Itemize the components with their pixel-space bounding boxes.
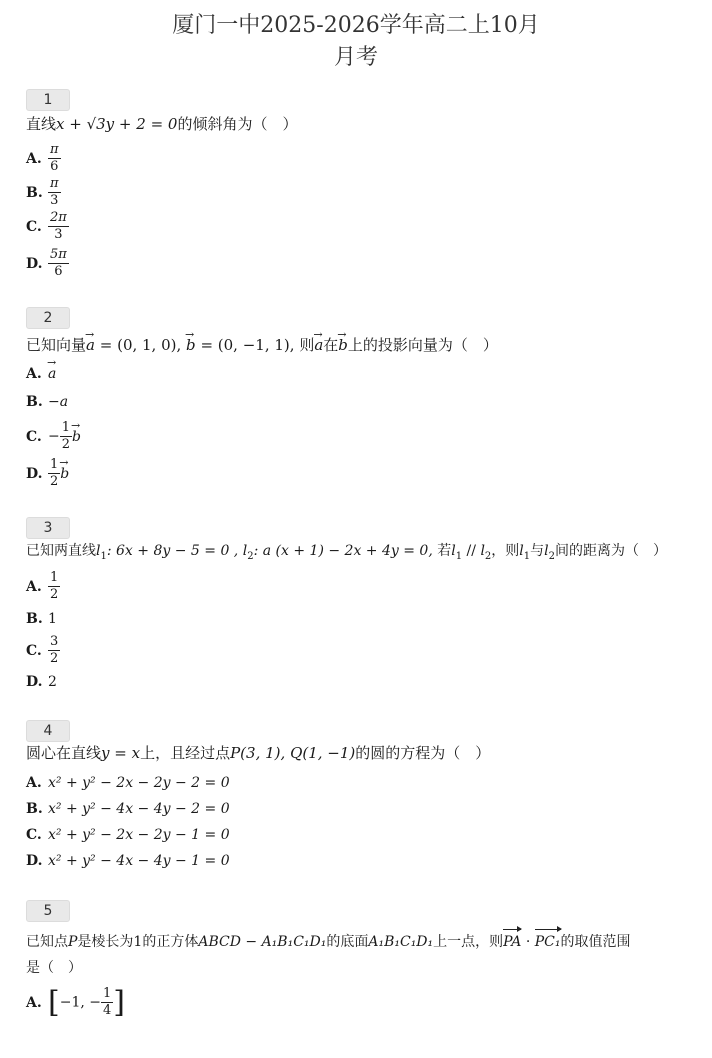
question-number-badge: 3 — [26, 517, 70, 539]
stem-math: = (0, −1, 1), — [200, 336, 295, 354]
right-bracket: ] — [113, 985, 125, 1020]
fraction-numerator: 5π — [50, 247, 67, 262]
option-label: C. — [26, 218, 42, 235]
stem-text: 间的距离为（ ） — [555, 543, 668, 559]
option-label: D. — [26, 853, 43, 869]
option-a[interactable] — [26, 570, 60, 603]
stem-text: 则 — [505, 543, 520, 559]
fraction-numerator: 2π — [50, 210, 67, 225]
stem-math: P — [68, 934, 78, 950]
stem-math: : a (x + 1) − 2x + 4y = 0, — [253, 543, 433, 559]
stem-text: 若 — [437, 543, 452, 559]
fraction-denominator: 2 — [61, 437, 71, 452]
question-stem — [26, 932, 631, 952]
option-d[interactable] — [26, 674, 57, 690]
fraction-numerator: π — [50, 176, 59, 191]
option-label: A. — [26, 366, 42, 382]
option-a[interactable] — [26, 142, 61, 175]
option-b[interactable] — [26, 611, 57, 627]
fraction-denominator: 6 — [50, 159, 59, 174]
option-value: → a — [48, 366, 56, 382]
stem-math: ABCD − A₁B₁C₁D₁ — [198, 934, 327, 950]
option-label: D. — [26, 465, 43, 482]
option-a[interactable] — [26, 985, 125, 1020]
stem-text: 已知两直线 — [26, 543, 96, 559]
question-stem-continued: 是（ ） — [26, 960, 82, 976]
stem-text: 在 — [323, 336, 339, 354]
question-stem — [26, 114, 297, 134]
stem-math: = (0, 1, 0), — [99, 336, 182, 354]
fraction-denominator: 2 — [50, 474, 59, 489]
stem-math: : 6x + 8y − 5 = 0 , — [106, 543, 239, 559]
fraction-numerator: 1 — [50, 457, 59, 472]
vector-a: → a — [86, 335, 95, 355]
stem-text: 则 — [299, 336, 315, 354]
fraction-numerator: 1 — [103, 986, 112, 1001]
stem-text: 的倾斜角为（ ） — [177, 115, 298, 133]
minus-sign: − — [48, 428, 60, 445]
page-subtitle: 月考 — [333, 45, 378, 70]
option-b[interactable] — [26, 394, 68, 410]
fraction-denominator: 4 — [103, 1003, 112, 1018]
option-b[interactable] — [26, 176, 61, 209]
line-symbol: l — [242, 543, 248, 559]
fraction-denominator: 3 — [50, 193, 59, 208]
stem-text: 上，且经过点 — [140, 744, 231, 762]
stem-text: 上一点，则 — [433, 934, 504, 950]
option-label: D. — [26, 674, 43, 690]
option-a[interactable] — [26, 775, 230, 791]
option-c[interactable] — [26, 634, 60, 667]
fraction-denominator: 6 — [54, 264, 63, 279]
option-value: 2 — [48, 674, 57, 690]
option-value: 1 — [48, 611, 57, 627]
fraction-denominator: 3 — [54, 227, 63, 242]
stem-math: Q(1, −1) — [290, 744, 356, 762]
option-value: −a — [48, 394, 69, 410]
option-label: A. — [26, 578, 42, 595]
fraction-numerator: 3 — [50, 634, 59, 649]
stem-text: 的底面 — [326, 934, 369, 950]
option-d[interactable] — [26, 853, 230, 869]
option-label: C. — [26, 428, 42, 445]
stem-text: 上的投影向量为（ ） — [347, 336, 498, 354]
vector-b: → b — [60, 466, 69, 482]
parallel-sign: // — [462, 543, 481, 559]
vector-b: → b — [186, 335, 196, 355]
stem-text: 的取值范围 — [560, 934, 631, 950]
stem-text: 的圆的方程为（ ） — [355, 744, 491, 762]
option-value: x² + y² − 4x − 4y − 1 = 0 — [48, 853, 230, 869]
vector-a: → a — [314, 335, 323, 355]
vector-pa: PA — [503, 934, 522, 950]
interval-left: −1, − — [59, 994, 101, 1011]
option-label: B. — [26, 611, 43, 627]
vector-b: → b — [338, 335, 348, 355]
option-label: B. — [26, 801, 43, 817]
option-d[interactable] — [26, 457, 69, 490]
option-a[interactable] — [26, 366, 56, 382]
line-symbol: l — [480, 543, 485, 559]
option-c[interactable] — [26, 827, 230, 843]
dot-operator: · — [521, 934, 535, 950]
stem-text: 已知向量 — [26, 336, 87, 354]
option-label: C. — [26, 642, 42, 659]
fraction-numerator: 1 — [50, 570, 59, 585]
question-number-badge: 1 — [26, 89, 70, 111]
line-symbol: l — [519, 543, 524, 559]
option-c[interactable] — [26, 420, 81, 453]
left-bracket: [ — [48, 985, 60, 1020]
option-label: A. — [26, 775, 42, 791]
option-c[interactable] — [26, 210, 69, 243]
stem-text: 与 — [530, 543, 545, 559]
stem-math: y = x — [101, 744, 141, 762]
fraction-denominator: 2 — [50, 651, 59, 666]
line-symbol: l — [96, 543, 101, 559]
question-stem: 已知两直线$l_1$: 6x + 8y − 5 = 0 , $l_2$: a (x + 1) − 2x + 4y = 0, 若$l_1 // l_2$，则$l_1$与$l_2$间的距离为（ ） — [26, 543, 668, 562]
option-value: x² + y² − 4x − 4y − 2 = 0 — [48, 801, 230, 817]
fraction-numerator: π — [50, 142, 59, 157]
option-label: A. — [26, 150, 42, 167]
option-label: D. — [26, 255, 43, 272]
question-stem — [26, 743, 490, 763]
option-label: A. — [26, 994, 42, 1011]
stem-text: 已知点 — [26, 934, 68, 950]
option-label: C. — [26, 827, 42, 843]
vector-pc1: PC₁ — [534, 934, 561, 950]
question-number-badge: 2 — [26, 307, 70, 329]
page-title: 厦门一中2025-2026学年高二上10月 — [172, 13, 540, 38]
question-stem — [26, 335, 498, 355]
option-d[interactable] — [26, 247, 69, 280]
option-b[interactable] — [26, 801, 230, 817]
vector-b: → b — [72, 429, 81, 445]
stem-math: P(3, 1), — [230, 744, 286, 762]
stem-text: 圆心在直线 — [26, 744, 102, 762]
stem-text: 直线 — [26, 115, 57, 133]
stem-text: 是棱长为1的正方体 — [77, 934, 199, 950]
line-symbol: l — [544, 543, 549, 559]
question-number-badge: 4 — [26, 720, 70, 742]
option-value: x² + y² − 2x − 2y − 1 = 0 — [48, 827, 230, 843]
question-number-badge: 5 — [26, 900, 70, 922]
stem-math: x + √3y + 2 = 0 — [56, 115, 178, 133]
fraction-numerator: 1 — [61, 420, 71, 435]
option-label: B. — [26, 184, 43, 201]
stem-math: A₁B₁C₁D₁ — [368, 934, 434, 950]
option-label: B. — [26, 394, 43, 410]
line-symbol: l — [451, 543, 456, 559]
option-value: x² + y² − 2x − 2y − 2 = 0 — [48, 775, 230, 791]
fraction-denominator: 2 — [50, 587, 59, 602]
